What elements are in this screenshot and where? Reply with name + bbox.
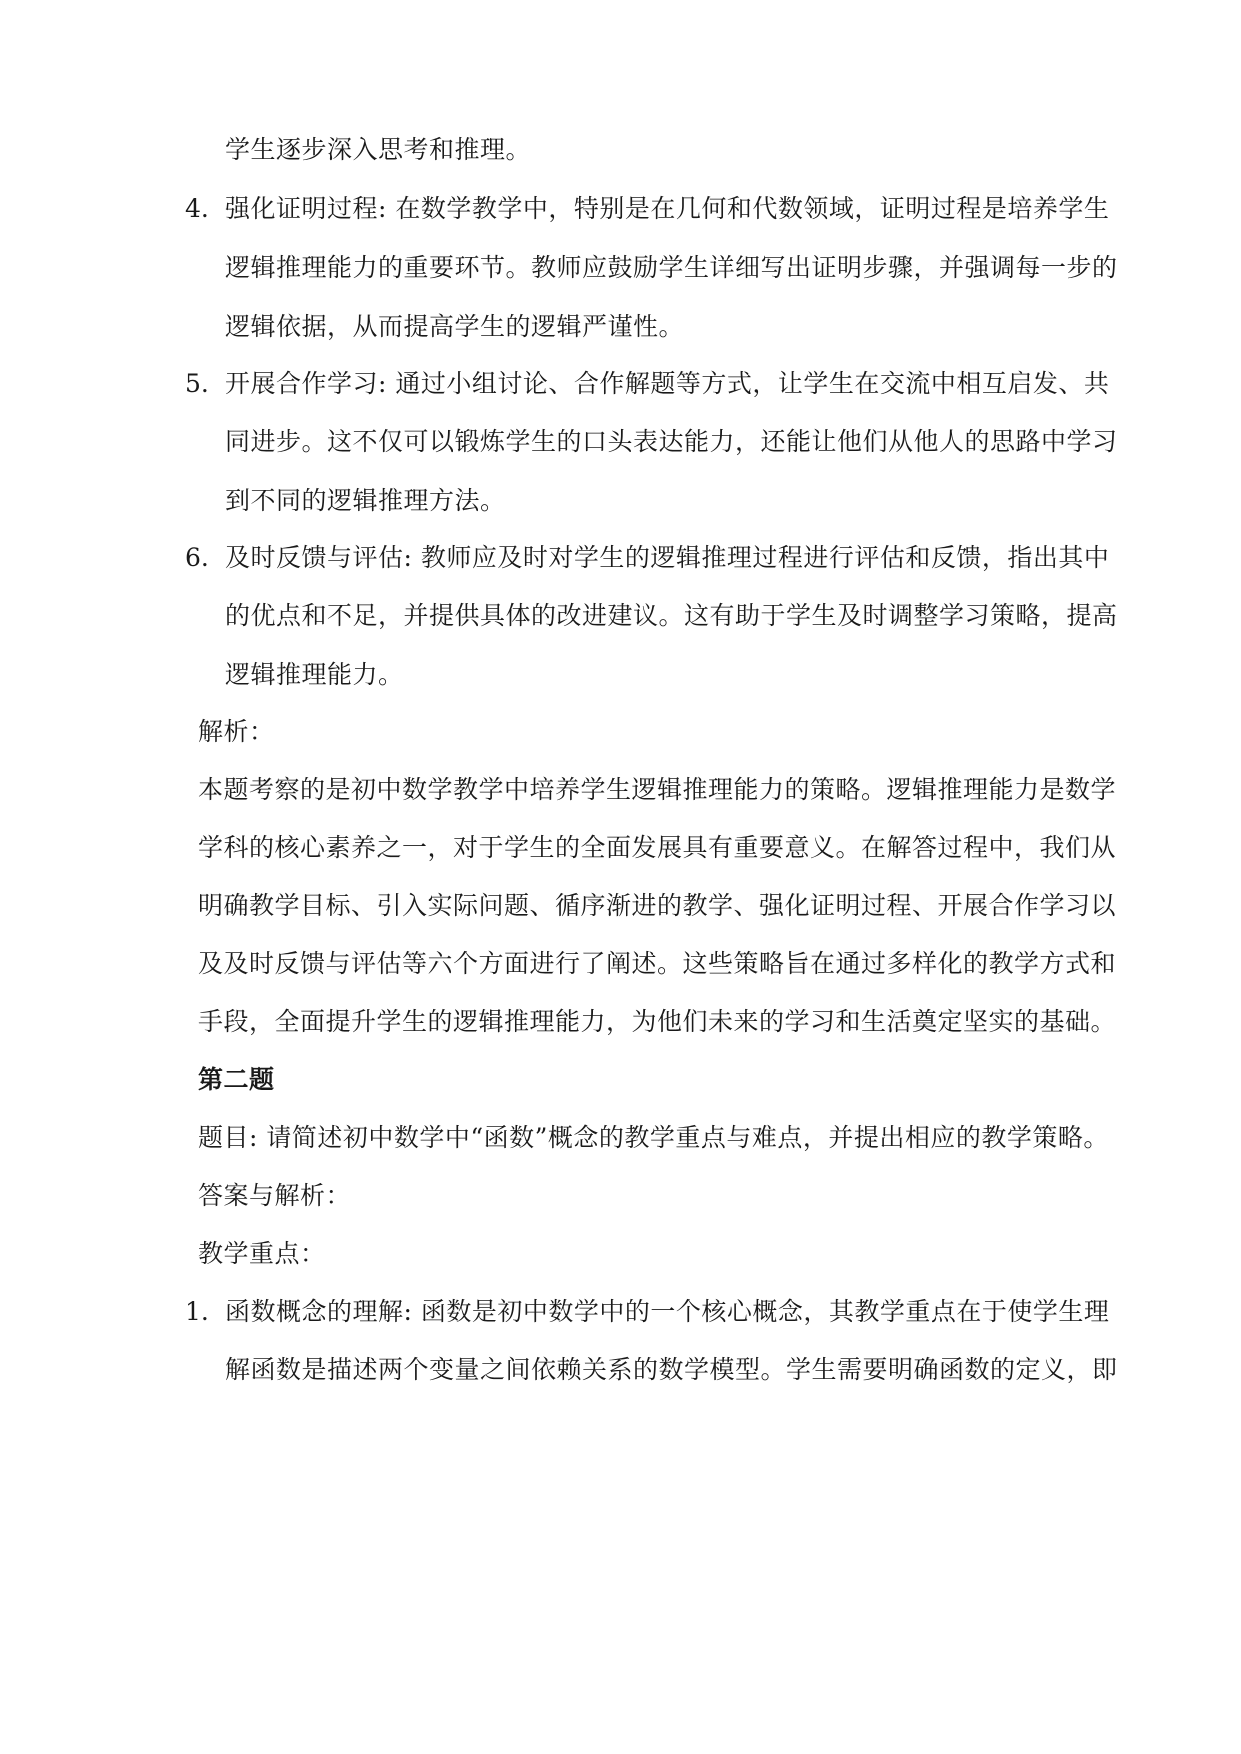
analysis-label: 解析： <box>198 717 275 746</box>
analysis-text: 本题考察的是初中数学教学中培养学生逻辑推理能力的策略。逻辑推理能力是数学 <box>198 775 1117 804</box>
analysis-text: 明确教学目标、引入实际问题、循序渐进的教学、强化证明过程、开展合作学习以 <box>198 891 1117 920</box>
list-number: 1. <box>185 1297 209 1326</box>
answer-label: 答案与解析： <box>198 1181 352 1210</box>
list-item-text: 同进步。这不仅可以锻炼学生的口头表达能力，还能让他们从他人的思路中学习 <box>225 427 1118 456</box>
text-line: 学生逐步深入思考和推理。 <box>225 135 532 164</box>
list-item-text: 到不同的逻辑推理方法。 <box>225 486 506 515</box>
question-heading: 第二题 <box>198 1065 275 1094</box>
list-item-text: 函数概念的理解: 函数是初中数学中的一个核心概念，其教学重点在于使学生理 <box>225 1297 1110 1326</box>
focus-label: 教学重点： <box>198 1239 326 1268</box>
analysis-text: 及及时反馈与评估等六个方面进行了阐述。这些策略旨在通过多样化的教学方式和 <box>198 949 1117 978</box>
list-item-text: 逻辑推理能力。 <box>225 660 404 689</box>
analysis-text: 学科的核心素养之一，对于学生的全面发展具有重要意义。在解答过程中，我们从 <box>198 833 1117 862</box>
list-item-text: 解函数是描述两个变量之间依赖关系的数学模型。学生需要明确函数的定义，即 <box>225 1355 1118 1384</box>
list-number: 4. <box>185 194 209 223</box>
list-item-text: 逻辑推理能力的重要环节。教师应鼓励学生详细写出证明步骤，并强调每一步的 <box>225 253 1118 282</box>
list-item-text: 开展合作学习: 通过小组讨论、合作解题等方式，让学生在交流中相互启发、共 <box>225 369 1110 398</box>
list-number: 5. <box>185 369 209 398</box>
list-item-text: 的优点和不足，并提供具体的改进建议。这有助于学生及时调整学习策略，提高 <box>225 601 1118 630</box>
list-item-text: 强化证明过程: 在数学教学中，特别是在几何和代数领域，证明过程是培养学生 <box>225 194 1110 223</box>
list-item-text: 逻辑依据，从而提高学生的逻辑严谨性。 <box>225 312 685 341</box>
analysis-text: 手段，全面提升学生的逻辑推理能力，为他们未来的学习和生活奠定坚实的基础。 <box>198 1007 1117 1036</box>
list-number: 6. <box>185 543 209 572</box>
list-item-text: 及时反馈与评估: 教师应及时对学生的逻辑推理过程进行评估和反馈，指出其中 <box>225 543 1110 572</box>
question-text: 题目: 请简述初中数学中“函数”概念的教学重点与难点，并提出相应的教学策略。 <box>198 1123 1109 1152</box>
